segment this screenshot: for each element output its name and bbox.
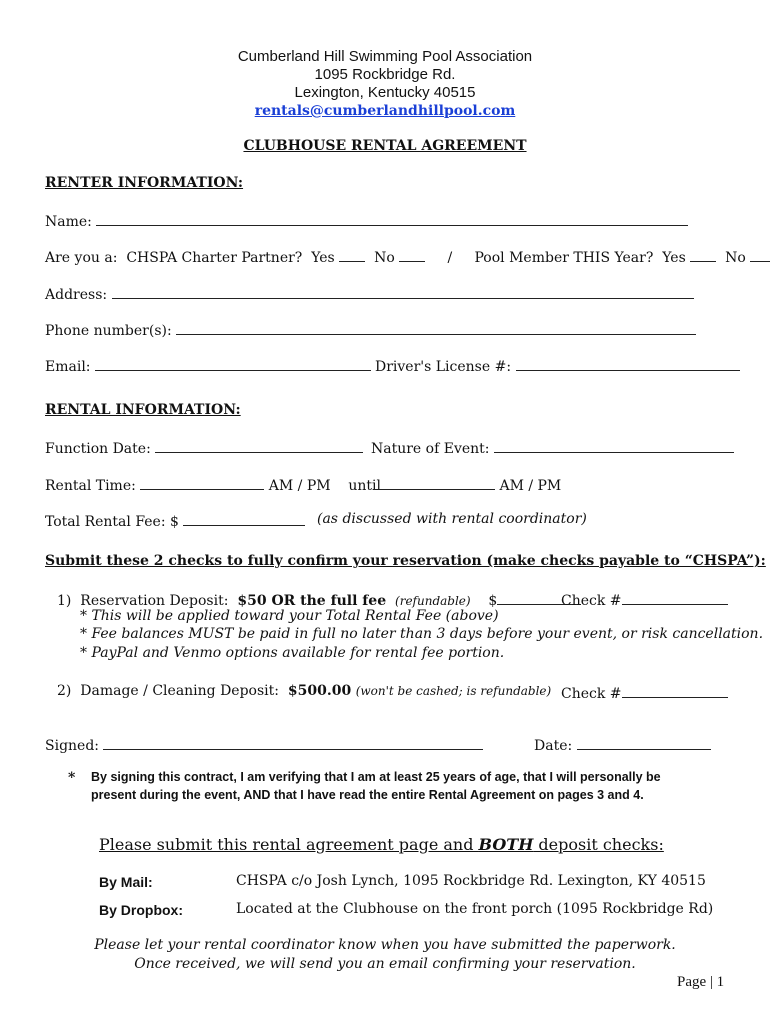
member-yes-field[interactable] <box>690 247 716 262</box>
address-field[interactable] <box>112 284 694 299</box>
page-number: Page | 1 <box>677 974 725 990</box>
license-field[interactable] <box>516 356 740 371</box>
rental-heading: RENTAL INFORMATION: <box>45 402 241 418</box>
item1-dollar: $ <box>488 593 498 609</box>
item2-check-label: Check # <box>561 686 622 702</box>
fee-row <box>45 511 305 530</box>
deposit-note-3: * PayPal and Venmo options available for rental fee portion. <box>80 645 505 661</box>
dropbox-label: By Dropbox: <box>99 902 183 918</box>
member-no-field[interactable] <box>750 247 770 262</box>
phone-field[interactable] <box>176 320 696 335</box>
name-field[interactable] <box>96 211 688 226</box>
nature-label: Nature of Event: <box>371 441 490 457</box>
item2-amount: $500.00 <box>287 683 352 699</box>
checks-heading: Submit these 2 checks to fully confirm your reservation (make checks payable to “CHSPA”): <box>45 553 766 569</box>
item2-label: Damage / Cleaning Deposit: <box>80 683 279 699</box>
phone-label: Phone number(s): <box>45 323 172 339</box>
rental-email-link[interactable]: rentals@cumberlandhillpool.com <box>254 103 516 119</box>
item2-check-field[interactable] <box>622 683 728 698</box>
license-row <box>375 356 740 375</box>
item1-amount: $50 OR the full fee <box>237 593 387 609</box>
function-date-label: Function Date: <box>45 441 151 457</box>
submit-heading <box>99 835 664 854</box>
org-city: Lexington, Kentucky 40515 <box>294 84 476 101</box>
phone-row <box>45 320 696 339</box>
footer-note-1: Please let your rental coordinator know when you have submitted the paperwork. <box>94 937 676 953</box>
name-row <box>45 211 688 230</box>
verify-line-2: present during the event, AND that I have read the entire Rental Agreement on pages 3 and 4. <box>91 788 644 802</box>
address-label: Address: <box>45 287 108 303</box>
sign-date-label: Date: <box>534 738 573 754</box>
item2-check-row <box>561 683 728 702</box>
rental-time-row <box>45 475 381 494</box>
agreement-title: CLUBHOUSE RENTAL AGREEMENT <box>243 138 527 154</box>
separator-slash: / <box>447 250 453 266</box>
signature-field[interactable] <box>103 735 483 750</box>
org-street: 1095 Rockbridge Rd. <box>314 66 456 83</box>
license-label: Driver's License #: <box>375 359 512 375</box>
item1-check-row <box>561 590 728 609</box>
member-label: Pool Member THIS Year? <box>474 250 654 266</box>
member-no-label: No <box>725 250 746 266</box>
item2-number: 2) <box>57 683 72 699</box>
function-date-row <box>45 438 363 457</box>
signed-row <box>45 735 483 754</box>
item1-check-field[interactable] <box>622 590 728 605</box>
verify-line-1: By signing this contract, I am verifying that I am at least 25 years of age, that I will personally be <box>91 770 661 784</box>
submit-heading-post: deposit checks: <box>533 835 664 854</box>
item1-refundable: (refundable) <box>395 594 471 608</box>
sign-date-row <box>534 735 711 754</box>
end-time-row <box>373 475 561 494</box>
deposit-note-2: * Fee balances MUST be paid in full no later than 3 days before your event, or risk cancellation. <box>80 626 764 642</box>
rental-time-label: Rental Time: <box>45 478 136 494</box>
end-time-field[interactable] <box>373 475 495 490</box>
start-time-field[interactable] <box>140 475 264 490</box>
item1-label: Reservation Deposit: <box>80 593 229 609</box>
submit-heading-both: BOTH <box>478 835 534 854</box>
charter-yes-field[interactable] <box>339 247 365 262</box>
start-ampm: AM / PM <box>268 478 331 494</box>
charter-no-field[interactable] <box>399 247 425 262</box>
email-row <box>45 356 371 375</box>
charter-yes-label: Yes <box>311 250 335 266</box>
footer-note-2: Once received, we will send you an email confirming your reservation. <box>134 956 636 972</box>
reservation-deposit-row <box>57 590 581 609</box>
mail-value: CHSPA c/o Josh Lynch, 1095 Rockbridge Rd. Lexington, KY 40515 <box>236 873 706 889</box>
fee-field[interactable] <box>183 511 305 526</box>
renter-heading: RENTER INFORMATION: <box>45 175 244 191</box>
nature-field[interactable] <box>494 438 734 453</box>
fee-note: (as discussed with rental coordinator) <box>317 511 587 527</box>
sign-date-field[interactable] <box>577 735 711 750</box>
signed-label: Signed: <box>45 738 100 754</box>
function-date-field[interactable] <box>155 438 363 453</box>
until-label: until <box>348 478 382 494</box>
fee-label: Total Rental Fee: $ <box>45 514 179 530</box>
email-field[interactable] <box>95 356 371 371</box>
mail-label: By Mail: <box>99 874 153 890</box>
member-yes-label: Yes <box>662 250 686 266</box>
deposit-note-1: * This will be applied toward your Total Rental Fee (above) <box>80 608 499 624</box>
are-you-label: Are you a: <box>45 250 118 266</box>
end-ampm: AM / PM <box>499 478 562 494</box>
email-label: Email: <box>45 359 91 375</box>
item1-number: 1) <box>57 593 72 609</box>
name-label: Name: <box>45 214 92 230</box>
charter-label: CHSPA Charter Partner? <box>126 250 303 266</box>
item2-note: (won't be cashed; is refundable) <box>355 684 552 698</box>
org-name: Cumberland Hill Swimming Pool Association <box>237 48 533 65</box>
charter-no-label: No <box>374 250 395 266</box>
verify-star: * <box>68 770 76 786</box>
dropbox-value: Located at the Clubhouse on the front porch (1095 Rockbridge Rd) <box>236 901 714 917</box>
membership-row <box>45 247 770 266</box>
item1-check-label: Check # <box>561 593 622 609</box>
nature-row <box>371 438 734 457</box>
address-row <box>45 284 694 303</box>
submit-heading-pre: Please submit this rental agreement page and <box>99 835 479 854</box>
damage-deposit-row <box>57 683 551 699</box>
